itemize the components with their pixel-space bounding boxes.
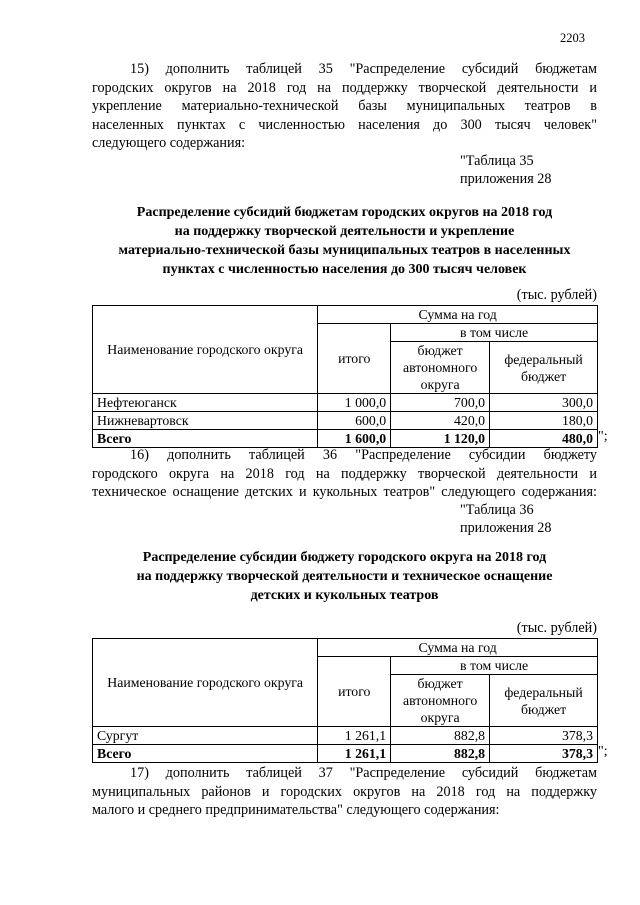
cell-autonomous: 700,0 — [391, 394, 490, 412]
item-15-line: городских округов на 2018 год на поддержку творческой деятельности и — [92, 79, 597, 96]
item-17-paragraph — [92, 764, 597, 820]
table-35-closing-quote: "; — [598, 429, 608, 444]
header-federal-budget: федеральный бюджет — [490, 342, 598, 394]
cell-name: Сургут — [93, 727, 318, 745]
title-line: на поддержку творческой деятельности и укрепление — [174, 224, 515, 239]
appendix-ref-line: приложения 28 — [460, 520, 552, 536]
cell-total: 1 600,0 — [318, 430, 391, 448]
header-district-name: Наименование городского округа — [93, 639, 318, 727]
cell-total: 1 261,1 — [318, 727, 391, 745]
item-15-line: 15) дополнить таблицей 35 "Распределение субсидий бюджетам — [130, 61, 597, 77]
cell-total: 600,0 — [318, 412, 391, 430]
cell-name: Нижневартовск — [93, 412, 318, 430]
total-row — [93, 745, 598, 763]
cell-federal: 480,0 — [490, 430, 598, 448]
cell-federal: 378,3 — [490, 727, 598, 745]
header-total: итого — [318, 657, 391, 727]
table-35 — [92, 305, 598, 448]
table-36 — [92, 638, 598, 763]
cell-autonomous: 1 120,0 — [391, 430, 490, 448]
table-36-units: (тыс. рублей) — [516, 620, 597, 636]
table-ref-line: "Таблица 35 — [460, 153, 534, 169]
appendix-ref-line: приложения 28 — [460, 171, 552, 187]
header-autonomous-budget: бюджет автономного округа — [391, 342, 490, 394]
table-row — [93, 394, 598, 412]
cell-autonomous: 882,8 — [391, 727, 490, 745]
header-autonomous-budget: бюджет автономного округа — [391, 675, 490, 727]
item-15-line: населенных пунктах с численностью населения до 300 тысяч человек" — [92, 116, 597, 133]
header-federal-budget: федеральный бюджет — [490, 675, 598, 727]
item-15-line: следующего содержания: — [92, 135, 246, 151]
title-line: на поддержку творческой деятельности и техническое оснащение — [136, 569, 553, 584]
header-sum-per-year: Сумма на год — [318, 306, 598, 324]
title-line: Распределение субсидий бюджетам городских округов на 2018 год — [136, 205, 553, 220]
item-17-line: муниципальных районов и городских округов на 2018 год на поддержку — [92, 783, 597, 800]
item-16-line: техническое оснащение детских и кукольных театров" следующего содержания: — [92, 484, 597, 500]
cell-federal: 180,0 — [490, 412, 598, 430]
table-row — [93, 412, 598, 430]
item-16-line: 16) дополнить таблицей 36 "Распределение субсидии бюджету — [130, 447, 597, 463]
table-row — [93, 727, 598, 745]
table-35-reference — [460, 152, 598, 188]
cell-total: 1 000,0 — [318, 394, 391, 412]
header-district-name: Наименование городского округа — [93, 306, 318, 394]
item-15-line: укрепление материально-технической базы муниципальных театров в — [92, 98, 597, 114]
cell-name: Всего — [93, 745, 318, 763]
header-including: в том числе — [391, 324, 598, 342]
item-17-line: малого и среднего предпринимательства" следующего содержания: — [92, 802, 500, 818]
table-36-closing-quote: "; — [598, 744, 608, 759]
total-row — [93, 430, 598, 448]
table-35-units: (тыс. рублей) — [516, 287, 597, 303]
title-line: Распределение субсидии бюджету городского округа на 2018 год — [142, 550, 547, 565]
cell-federal: 378,3 — [490, 745, 598, 763]
cell-autonomous: 420,0 — [391, 412, 490, 430]
title-line: материально-технической базы муниципальных театров в населенных — [118, 243, 571, 258]
cell-federal: 300,0 — [490, 394, 598, 412]
cell-autonomous: 882,8 — [391, 745, 490, 763]
table-36-reference — [460, 501, 598, 537]
header-total: итого — [318, 324, 391, 394]
header-sum-per-year: Сумма на год — [318, 639, 598, 657]
item-17-line: 17) дополнить таблицей 37 "Распределение субсидий бюджетам — [130, 765, 597, 781]
table-35-title — [92, 203, 597, 279]
title-line: детских и кукольных театров — [250, 588, 439, 603]
item-16-line: городского округа на 2018 год на поддержку творческой деятельности и — [92, 465, 597, 482]
cell-name: Нефтеюганск — [93, 394, 318, 412]
page-number: 2203 — [560, 31, 585, 45]
title-line: пунктах с численностью населения до 300 тысяч человек — [162, 262, 527, 277]
item-15-paragraph — [92, 60, 597, 153]
item-16-paragraph — [92, 446, 597, 502]
cell-total: 1 261,1 — [318, 745, 391, 763]
table-ref-line: "Таблица 36 — [460, 502, 534, 518]
table-36-title — [92, 548, 597, 605]
cell-name: Всего — [93, 430, 318, 448]
header-including: в том числе — [391, 657, 598, 675]
